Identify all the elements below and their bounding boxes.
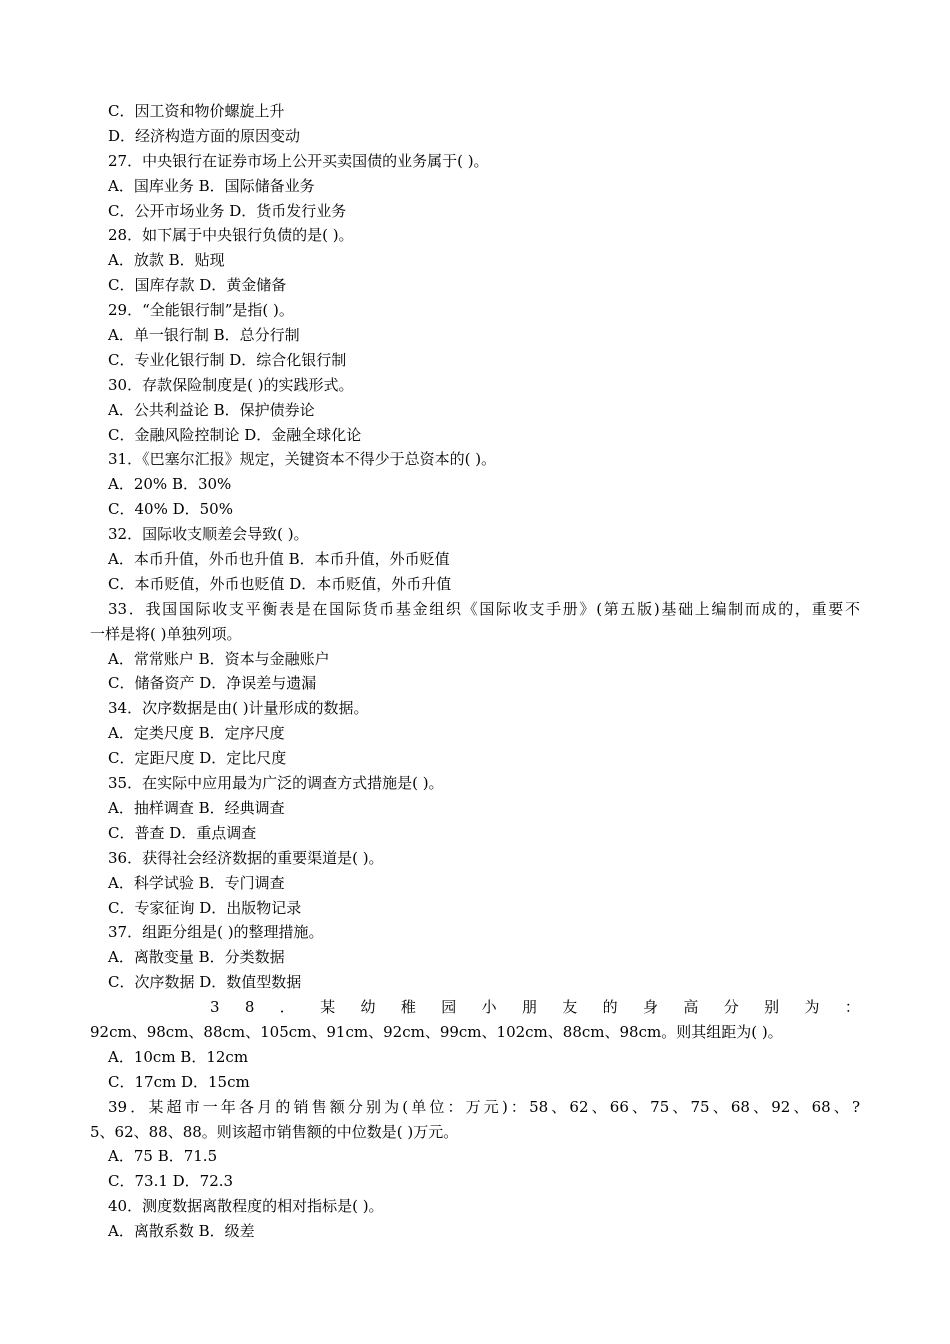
text-line: 29．“全能银行制”是指( )。 (108, 301, 294, 320)
text-line: A．20% B．30% (108, 475, 232, 494)
text-line: 40．测度数据离散程度的相对指标是( )。 (108, 1197, 384, 1216)
text-line: 31．《巴塞尔汇报》规定，关键资本不得少于总资本的( )。 (108, 450, 497, 469)
text-line: C．73.1 D．72.3 (108, 1172, 234, 1191)
text-line: A．单一银行制 B．总分行制 (108, 326, 300, 345)
text-line: C．次序数据 D．数值型数据 (108, 973, 302, 992)
text-line: 37．组距分组是( )的整理措施。 (108, 923, 324, 942)
text-line: 27．中央银行在证券市场上公开买卖国债的业务属于( )。 (108, 151, 489, 170)
text-line: 33．我国国际收支平衡表是在国际货币基金组织《国际收支手册》(第五版)基础上编制而成的，重要不 (108, 599, 860, 618)
text-line: A．定类尺度 B．定序尺度 (108, 724, 285, 743)
text-line: A．10cm B．12cm (108, 1047, 249, 1066)
document-body (90, 99, 860, 1244)
text-line: 92cm、98cm、88cm、105cm、91cm、92cm、99cm、102cm、88cm、98cm。则其组距为( )。 (90, 1022, 783, 1041)
text-line: A．公共利益论 B．保护债券论 (108, 400, 315, 419)
text-line: A．本币升值，外币也升值 B．本币升值，外币贬值 (108, 550, 450, 569)
text-line: C．储备资产 D．净误差与遗漏 (108, 674, 317, 693)
text-line: D．经济构造方面的原因变动 (108, 126, 301, 145)
text-line: 5、62、88、88。则该超市销售额的中位数是( )万元。 (90, 1122, 459, 1141)
text-line: C．本币贬值，外币也贬值 D．本币贬值，外币升值 (108, 574, 452, 593)
text-line: 30．存款保险制度是( )的实践形式。 (108, 375, 354, 394)
text-line: 34．次序数据是由( )计量形成的数据。 (108, 699, 369, 718)
text-line: 39．某超市一年各月的销售额分别为(单位：万元)：58、62、66、75、75、68、92、68、? (108, 1097, 860, 1116)
text-line: A．75 B．71.5 (108, 1147, 218, 1166)
text-line: C．定距尺度 D．定比尺度 (108, 749, 287, 768)
text-line: A．科学试验 B．专门调查 (108, 873, 285, 892)
text-line: C．因工资和物价螺旋上升 (108, 102, 285, 120)
text-line: C．17cm D．15cm (108, 1072, 250, 1091)
text-line: C．金融风险控制论 D．金融全球化论 (108, 425, 362, 444)
text-line: A．离散变量 B．分类数据 (108, 948, 285, 967)
text-line: A．国库业务 B．国际储备业务 (108, 176, 315, 195)
text-line: 35．在实际中应用最为广泛的调查方式措施是( )。 (108, 774, 444, 793)
text-line: 36．获得社会经济数据的重要渠道是( )。 (108, 848, 384, 867)
text-line: C．公开市场业务 D．货币发行业务 (108, 201, 347, 220)
text-line: 32．国际收支顺差会导致( )。 (108, 525, 309, 544)
text-line: C．普查 D．重点调查 (108, 823, 257, 842)
text-line: C．专业化银行制 D．综合化银行制 (108, 350, 347, 369)
text-line: 一样是将( )单独列项。 (90, 624, 242, 643)
text-line: C．40% D．50% (108, 500, 233, 519)
text-line: C．专家征询 D．出版物记录 (108, 898, 302, 917)
text-line: A．放款 B．贴现 (108, 251, 225, 270)
text-line: A．离散系数 B．级差 (108, 1222, 255, 1241)
text-line: A．常常账户 B．资本与金融账户 (108, 649, 330, 668)
text-line: C．国库存款 D．黄金储备 (108, 276, 287, 295)
text-line: 3 8 ． 某 幼 稚 园 小 朋 友 的 身 高 分 别 为 ： (210, 998, 860, 1017)
text-line: 28．如下属于中央银行负债的是( )。 (108, 226, 354, 245)
text-line: A．抽样调查 B．经典调查 (108, 798, 285, 817)
